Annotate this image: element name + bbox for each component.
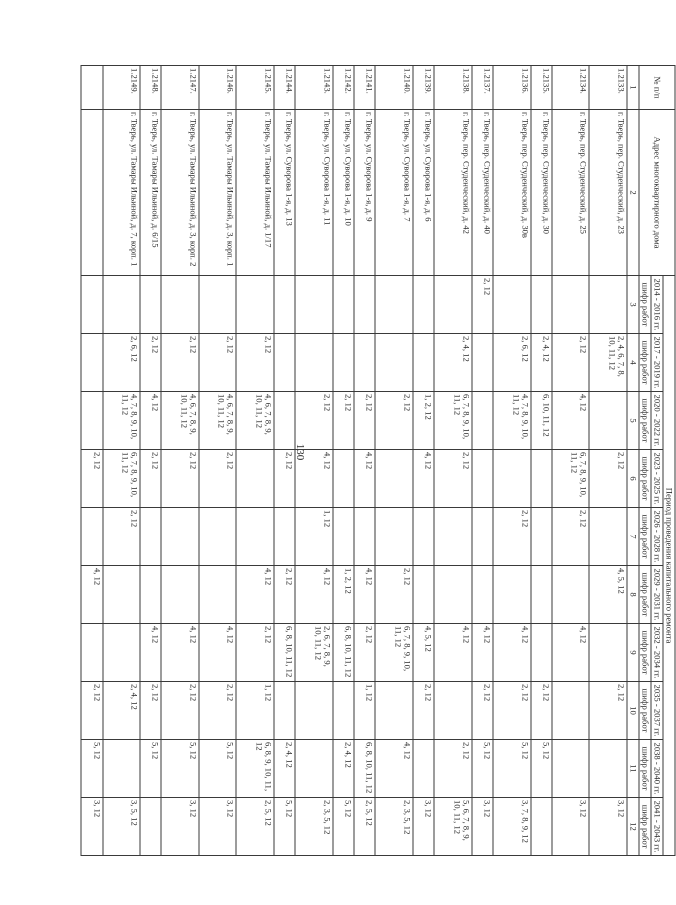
work-cipher-cell: 3, 12 — [589, 798, 626, 856]
work-cipher-cell — [236, 450, 273, 508]
work-cipher-cell — [375, 682, 412, 740]
work-cipher-cell — [434, 566, 471, 624]
work-cipher-cell: 2, 12 — [413, 682, 434, 740]
work-cipher-cell — [140, 566, 161, 624]
work-cipher-cell — [354, 334, 375, 392]
work-cipher-cell: 4, 12 — [295, 450, 332, 508]
row-number: 1.2143. — [295, 66, 332, 110]
work-cipher-cell: 4, 6, 7, 8, 9, 10, 11, 12 — [199, 392, 236, 450]
header-column-number: 8 — [627, 566, 639, 624]
header-cipher: шифр работ — [639, 624, 651, 682]
header-period: 2041 - 2043 гг. — [651, 798, 663, 856]
work-cipher-cell — [375, 508, 412, 566]
work-cipher-cell — [589, 624, 626, 682]
work-cipher-cell: 4, 12 — [354, 566, 375, 624]
work-cipher-cell: 4, 12 — [552, 624, 589, 682]
work-cipher-cell: 2, 12 — [161, 450, 198, 508]
work-cipher-cell: 4, 12 — [140, 392, 161, 450]
work-cipher-cell: 3, 5, 12 — [103, 798, 140, 856]
row-number: 1.2148. — [140, 66, 161, 110]
header-column-number: 5 — [627, 392, 639, 450]
row-address: г. Тверь, ул. Суворова 1-я, д. 6 — [413, 110, 434, 276]
table-row — [375, 66, 412, 856]
work-cipher-cell: 2, 4, 12 — [274, 740, 295, 798]
work-cipher-cell: 4, 12 — [199, 624, 236, 682]
header-period: 2038 - 2040 гг. — [651, 740, 663, 798]
work-cipher-cell: 2, 12 — [274, 450, 295, 508]
header-row-group — [663, 66, 675, 856]
header-period: 2026 - 2028 гг. — [651, 508, 663, 566]
header-column-number: 1 — [627, 66, 639, 110]
work-cipher-cell: 2, 12 — [103, 508, 140, 566]
work-cipher-cell — [589, 276, 626, 334]
work-cipher-cell: 1, 12 — [354, 682, 375, 740]
row-number: 1.2146. — [199, 66, 236, 110]
work-cipher-cell: 2, 4, 12 — [333, 740, 354, 798]
header-column-number: 6 — [627, 450, 639, 508]
work-cipher-cell — [413, 276, 434, 334]
table-row — [434, 66, 471, 856]
work-cipher-cell: 5, 12 — [161, 740, 198, 798]
table-row — [493, 66, 530, 856]
work-cipher-cell — [434, 682, 471, 740]
table-row — [354, 66, 375, 856]
work-cipher-cell: 2, 5, 12 — [354, 798, 375, 856]
work-cipher-cell — [589, 740, 626, 798]
work-cipher-cell — [589, 392, 626, 450]
row-address: г. Тверь, ул. Суворова 1-я, д. 13 — [274, 110, 295, 276]
work-cipher-cell: 6, 7, 8, 9, 10, 11, 12 — [103, 450, 140, 508]
work-cipher-cell — [493, 450, 530, 508]
work-cipher-cell: 2, 12 — [552, 508, 589, 566]
work-cipher-cell — [531, 566, 552, 624]
work-cipher-cell: 2, 12 — [493, 682, 530, 740]
row-number: 1.2137. — [472, 66, 493, 110]
header-cipher: шифр работ — [639, 276, 651, 334]
row-address: г. Тверь, пер. Студенческий, д. 42 — [434, 110, 471, 276]
capital-repair-table — [81, 65, 676, 856]
row-address: г. Тверь, пер. Студенческий, д. 40 — [472, 110, 493, 276]
work-cipher-cell: 2, 12 — [434, 740, 471, 798]
work-cipher-cell — [375, 334, 412, 392]
header-cipher: шифр работ — [639, 740, 651, 798]
table-row — [333, 66, 354, 856]
row-number: 1.2135. — [531, 66, 552, 110]
work-cipher-cell — [413, 740, 434, 798]
table-header — [627, 66, 675, 856]
row-address — [81, 110, 103, 276]
row-number: 1.2144. — [274, 66, 295, 110]
table-row — [81, 66, 103, 856]
work-cipher-cell: 2, 12 — [493, 508, 530, 566]
work-cipher-cell: 6, 8, 10, 11, 12 — [333, 624, 354, 682]
header-column-number: 10 — [627, 682, 639, 740]
work-cipher-cell: 4, 12 — [375, 740, 412, 798]
work-cipher-cell: 2, 12 — [375, 566, 412, 624]
work-cipher-cell: 2, 5, 12 — [236, 798, 273, 856]
work-cipher-cell — [295, 334, 332, 392]
work-cipher-cell: 6, 8, 10, 11, 12 — [354, 740, 375, 798]
work-cipher-cell — [236, 508, 273, 566]
work-cipher-cell — [472, 450, 493, 508]
work-cipher-cell — [81, 334, 103, 392]
row-address: г. Тверь, ул. Суворова 1-я, д. 7 — [375, 110, 412, 276]
work-cipher-cell — [413, 566, 434, 624]
work-cipher-cell — [493, 566, 530, 624]
work-cipher-cell — [236, 276, 273, 334]
work-cipher-cell — [472, 566, 493, 624]
work-cipher-cell: 2, 12 — [161, 334, 198, 392]
work-cipher-cell — [295, 276, 332, 334]
row-address: г. Тверь, пер. Студенческий, д. 23 — [589, 110, 626, 276]
work-cipher-cell: 5, 12 — [531, 740, 552, 798]
work-cipher-cell — [413, 508, 434, 566]
work-cipher-cell: 4, 7, 8, 9, 10, 11, 12 — [103, 392, 140, 450]
work-cipher-cell: 3, 12 — [552, 798, 589, 856]
header-column-number: 7 — [627, 508, 639, 566]
work-cipher-cell: 4, 12 — [161, 624, 198, 682]
work-cipher-cell — [81, 276, 103, 334]
work-cipher-cell: 5, 12 — [140, 740, 161, 798]
work-cipher-cell — [333, 682, 354, 740]
header-column-numbers-row — [627, 66, 639, 856]
work-cipher-cell: 2, 12 — [354, 392, 375, 450]
work-cipher-cell: 2, 12 — [140, 450, 161, 508]
work-cipher-cell — [161, 566, 198, 624]
header-period: 2029 - 2031 гг. — [651, 566, 663, 624]
row-address: г. Тверь, пер. Студенческий, д. 30 — [531, 110, 552, 276]
work-cipher-cell — [589, 508, 626, 566]
work-cipher-cell: 5, 12 — [81, 740, 103, 798]
table-row — [199, 66, 236, 856]
row-number: 1.2134. — [552, 66, 589, 110]
work-cipher-cell: 3, 7, 8, 9, 12 — [493, 798, 530, 856]
table-row — [413, 66, 434, 856]
row-address: г. Тверь, пер. Студенческий, д. 25 — [552, 110, 589, 276]
work-cipher-cell: 5, 12 — [493, 740, 530, 798]
table-row — [274, 66, 295, 856]
work-cipher-cell — [140, 798, 161, 856]
work-cipher-cell — [333, 450, 354, 508]
work-cipher-cell: 5, 12 — [472, 740, 493, 798]
work-cipher-cell: 3, 12 — [81, 798, 103, 856]
row-number: 1.2145. — [236, 66, 273, 110]
work-cipher-cell: 6, 8, 10, 11, 12 — [274, 624, 295, 682]
header-cipher: шифр работ — [639, 566, 651, 624]
work-cipher-cell — [375, 450, 412, 508]
row-number: 1.2140. — [375, 66, 412, 110]
row-number: 1.2142. — [333, 66, 354, 110]
work-cipher-cell — [413, 334, 434, 392]
work-cipher-cell — [161, 276, 198, 334]
work-cipher-cell: 4, 6, 7, 8, 9, 10, 11, 12 — [161, 392, 198, 450]
row-address: г. Тверь, ул. Тамары Ильиной, д. 7, корп. 1 — [103, 110, 140, 276]
work-cipher-cell: 2, 12 — [434, 450, 471, 508]
work-cipher-cell: 2, 12 — [472, 682, 493, 740]
header-period: 2023 - 2025 гг. — [651, 450, 663, 508]
work-cipher-cell — [295, 682, 332, 740]
row-address: г. Тверь, ул. Суворова 1-я, д. 10 — [333, 110, 354, 276]
table-row — [472, 66, 493, 856]
work-cipher-cell: 2, 12 — [199, 334, 236, 392]
work-cipher-cell: 5, 12 — [333, 798, 354, 856]
table-row — [236, 66, 273, 856]
work-cipher-cell — [161, 508, 198, 566]
row-address: г. Тверь, пер. Студенческий, д. 30в — [493, 110, 530, 276]
work-cipher-cell: 4, 6, 7, 8, 9, 10, 11, 12 — [236, 392, 273, 450]
work-cipher-cell — [531, 624, 552, 682]
work-cipher-cell: 6, 7, 8, 9, 10, 11, 12 — [552, 450, 589, 508]
work-cipher-cell: 2, 12 — [333, 392, 354, 450]
table-row — [552, 66, 589, 856]
header-period: 2032 - 2034 гг. — [651, 624, 663, 682]
work-cipher-cell — [274, 392, 295, 450]
work-cipher-cell: 2, 4, 6, 7, 8, 10, 11, 12 — [589, 334, 626, 392]
header-cipher: шифр работ — [639, 798, 651, 856]
header-num: № п/п — [639, 66, 675, 110]
work-cipher-cell — [274, 334, 295, 392]
header-cipher: шифр работ — [639, 392, 651, 450]
row-number: 1.2147. — [161, 66, 198, 110]
header-period: 2014 - 2016 гг. — [651, 276, 663, 334]
work-cipher-cell: 2, 12 — [589, 682, 626, 740]
header-column-number: 2 — [627, 110, 639, 276]
row-number: 1.2139. — [413, 66, 434, 110]
header-address: Адрес многоквартирного дома — [639, 110, 675, 276]
work-cipher-cell — [295, 740, 332, 798]
work-cipher-cell — [103, 740, 140, 798]
row-address: г. Тверь, ул. Суворова 1-я, д. 9 — [354, 110, 375, 276]
work-cipher-cell: 5, 6, 7, 8, 9, 10, 11, 12 — [434, 798, 471, 856]
table-row — [103, 66, 140, 856]
work-cipher-cell — [199, 508, 236, 566]
work-cipher-cell: 6, 10, 11, 12 — [531, 392, 552, 450]
work-cipher-cell: 2, 12 — [81, 450, 103, 508]
work-cipher-cell: 4, 5, 12 — [589, 566, 626, 624]
header-column-number: 4 — [627, 334, 639, 392]
work-cipher-cell — [552, 682, 589, 740]
work-cipher-cell: 4, 12 — [434, 624, 471, 682]
work-cipher-cell: 2, 12 — [199, 450, 236, 508]
row-number: 1.2138. — [434, 66, 471, 110]
work-cipher-cell: 1, 2, 12 — [413, 392, 434, 450]
work-cipher-cell — [81, 392, 103, 450]
table-row — [531, 66, 552, 856]
row-number — [81, 66, 103, 110]
work-cipher-cell: 2, 3, 5, 12 — [375, 798, 412, 856]
work-cipher-cell — [274, 276, 295, 334]
row-number: 1.2136. — [493, 66, 530, 110]
work-cipher-cell — [434, 276, 471, 334]
row-address: г. Тверь, ул. Тамары Ильиной, д. 3, корп. 1 — [199, 110, 236, 276]
header-period: 2035 - 2037 гг. — [651, 682, 663, 740]
work-cipher-cell — [552, 740, 589, 798]
work-cipher-cell — [493, 276, 530, 334]
work-cipher-cell: 2, 6, 12 — [103, 334, 140, 392]
work-cipher-cell: 2, 12 — [161, 682, 198, 740]
work-cipher-cell: 5, 12 — [199, 740, 236, 798]
work-cipher-cell: 2, 12 — [236, 334, 273, 392]
work-cipher-cell — [354, 276, 375, 334]
table-row — [589, 66, 626, 856]
header-column-number: 11 — [627, 740, 639, 798]
header-column-number: 3 — [627, 276, 639, 334]
work-cipher-cell — [531, 450, 552, 508]
header-column-number: 12 — [627, 798, 639, 856]
work-cipher-cell: 4, 12 — [413, 450, 434, 508]
header-cipher: шифр работ — [639, 508, 651, 566]
work-cipher-cell — [81, 508, 103, 566]
work-cipher-cell — [333, 508, 354, 566]
work-cipher-cell — [103, 566, 140, 624]
work-cipher-cell: 5, 12 — [274, 798, 295, 856]
row-number: 1.2141. — [354, 66, 375, 110]
work-cipher-cell: 1, 12 — [236, 682, 273, 740]
work-cipher-cell: 4, 5, 12 — [413, 624, 434, 682]
header-cipher: шифр работ — [639, 450, 651, 508]
work-cipher-cell — [140, 276, 161, 334]
page-number: 130 — [294, 443, 306, 461]
table-body — [81, 66, 627, 856]
work-cipher-cell — [199, 276, 236, 334]
work-cipher-cell: 2, 3, 5, 12 — [295, 798, 332, 856]
work-cipher-cell — [199, 566, 236, 624]
work-cipher-cell — [531, 508, 552, 566]
work-cipher-cell — [103, 624, 140, 682]
work-cipher-cell: 2, 12 — [552, 334, 589, 392]
work-cipher-cell: 4, 12 — [552, 392, 589, 450]
work-cipher-cell — [274, 508, 295, 566]
header-cipher: шифр работ — [639, 682, 651, 740]
work-cipher-cell: 2, 12 — [472, 276, 493, 334]
work-cipher-cell: 6, 7, 8, 9, 10, 11, 12 — [375, 624, 412, 682]
work-cipher-cell: 2, 12 — [354, 624, 375, 682]
work-cipher-cell: 4, 12 — [493, 624, 530, 682]
work-cipher-cell — [274, 682, 295, 740]
work-cipher-cell: 2, 12 — [140, 334, 161, 392]
work-cipher-cell — [434, 508, 471, 566]
work-cipher-cell — [472, 508, 493, 566]
table-row — [295, 66, 332, 856]
work-cipher-cell: 2, 12 — [140, 682, 161, 740]
work-cipher-cell: 3, 12 — [413, 798, 434, 856]
row-number: 1.2149. — [103, 66, 140, 110]
row-address: г. Тверь, ул. Суворова 1-я, д. 11 — [295, 110, 332, 276]
row-address: г. Тверь, ул. Тамары Ильиной, д. 3, корп. 2 — [161, 110, 198, 276]
work-cipher-cell: 1, 2, 12 — [333, 566, 354, 624]
work-cipher-cell: 4, 12 — [472, 624, 493, 682]
capital-repair-table-wrapper — [81, 65, 676, 855]
work-cipher-cell: 4, 12 — [81, 566, 103, 624]
work-cipher-cell: 6, 8, 9, 10, 11, 12 — [236, 740, 273, 798]
work-cipher-cell: 2, 12 — [531, 682, 552, 740]
header-period: 2020 - 2022 гг. — [651, 392, 663, 450]
header-column-number: 9 — [627, 624, 639, 682]
work-cipher-cell — [472, 392, 493, 450]
work-cipher-cell: 3, 12 — [199, 798, 236, 856]
work-cipher-cell: 2, 12 — [199, 682, 236, 740]
work-cipher-cell: 4, 12 — [295, 566, 332, 624]
row-address: г. Тверь, ул. Тамары Ильиной, д. 6/15 — [140, 110, 161, 276]
work-cipher-cell — [333, 276, 354, 334]
work-cipher-cell: 2, 12 — [81, 682, 103, 740]
header-cipher: шифр работ — [639, 334, 651, 392]
work-cipher-cell — [552, 276, 589, 334]
work-cipher-cell: 2, 4, 12 — [434, 334, 471, 392]
work-cipher-cell: 6, 7, 8, 9, 10, 11, 12 — [434, 392, 471, 450]
work-cipher-cell: 4, 7, 8, 9, 10, 11, 12 — [493, 392, 530, 450]
work-cipher-cell: 4, 12 — [236, 566, 273, 624]
work-cipher-cell — [103, 276, 140, 334]
work-cipher-cell: 2, 4, 12 — [103, 682, 140, 740]
work-cipher-cell — [81, 624, 103, 682]
row-number: 1.2133. — [589, 66, 626, 110]
work-cipher-cell — [552, 566, 589, 624]
work-cipher-cell — [472, 334, 493, 392]
row-address: г. Тверь, ул. Тамары Ильиной, д. 1/17 — [236, 110, 273, 276]
work-cipher-cell: 2, 4, 12 — [531, 334, 552, 392]
work-cipher-cell: 4, 12 — [140, 624, 161, 682]
work-cipher-cell: 3, 12 — [472, 798, 493, 856]
work-cipher-cell — [354, 508, 375, 566]
work-cipher-cell — [375, 276, 412, 334]
header-period: 2017 - 2019 гг. — [651, 334, 663, 392]
work-cipher-cell: 2, 12 — [274, 566, 295, 624]
work-cipher-cell: 2, 12 — [295, 392, 332, 450]
work-cipher-cell — [140, 508, 161, 566]
work-cipher-cell: 2, 12 — [375, 392, 412, 450]
work-cipher-cell: 2, 6, 12 — [493, 334, 530, 392]
work-cipher-cell: 2, 6, 7, 8, 9, 10, 11, 12 — [295, 624, 332, 682]
work-cipher-cell: 2, 12 — [236, 624, 273, 682]
header-period-group: Период проведения капитального ремонта — [663, 276, 675, 856]
work-cipher-cell: 2, 12 — [589, 450, 626, 508]
work-cipher-cell — [531, 798, 552, 856]
table-row — [140, 66, 161, 856]
table-row — [161, 66, 198, 856]
work-cipher-cell — [333, 334, 354, 392]
work-cipher-cell: 1, 12 — [295, 508, 332, 566]
work-cipher-cell: 3, 12 — [161, 798, 198, 856]
work-cipher-cell — [531, 276, 552, 334]
work-cipher-cell: 4, 12 — [354, 450, 375, 508]
